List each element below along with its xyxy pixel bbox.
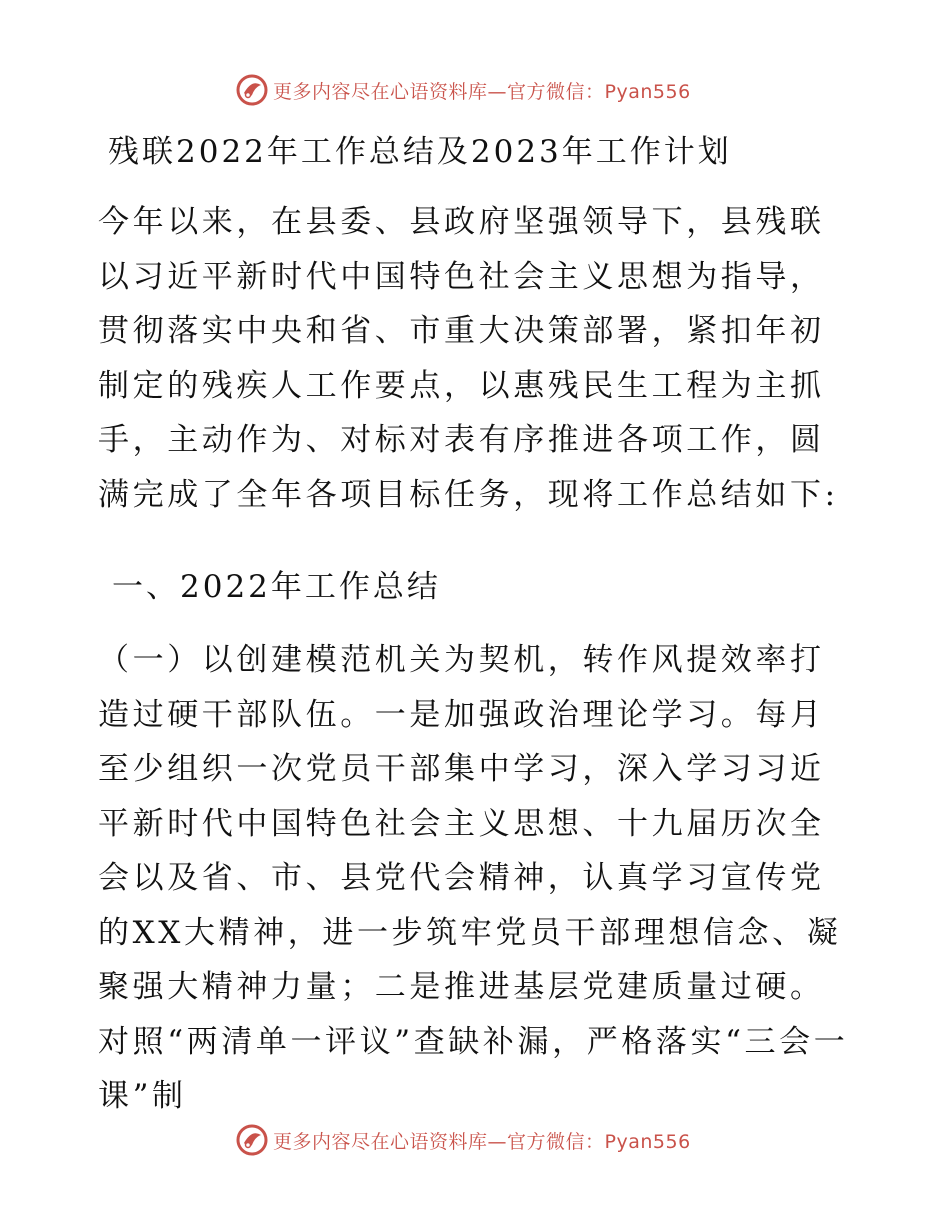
section-1-paragraph: （一）以创建模范机关为契机，转作风提效率打造过硬干部队伍。一是加强政治理论学习。每月至少组织一次党员干部集中学习，深入学习习近平新时代中国特色社会主义思想、十九届历次全会以及省、市、县党代会精神，认真学习宣传党的XX大精神，进一步筑牢党员干部理想信念、凝聚强大精神力量；二是推进基层党建质量过硬。对照“两清单一评议”查缺补漏，严格落实“三会一课”制 [98,642,849,1114]
section-heading: 一、2022年工作总结 [112,569,441,605]
seal-logo-icon [235,73,269,107]
seal-logo-icon [235,1123,269,1157]
intro-paragraph: 今年以来，在县委、县政府坚强领导下，县残联以习近平新时代中国特色社会主义思想为指导，贯彻落实中央和省、市重大决策部署，紧扣年初制定的残疾人工作要点，以惠残民生工程为主抓手，主动作为、对标对表有序推进各项工作，圆满完成了全年各项目标任务，现将工作总结如下: [98,204,839,513]
document-title: 残联2022年工作总结及2023年工作计划 [108,134,732,170]
watermark-text: 更多内容尽在心语资料库—官方微信：Pyan556 [273,1130,691,1153]
watermark-header [235,72,691,108]
watermark-text: 更多内容尽在心语资料库—官方微信：Pyan556 [273,80,691,103]
watermark-footer [235,1122,691,1158]
